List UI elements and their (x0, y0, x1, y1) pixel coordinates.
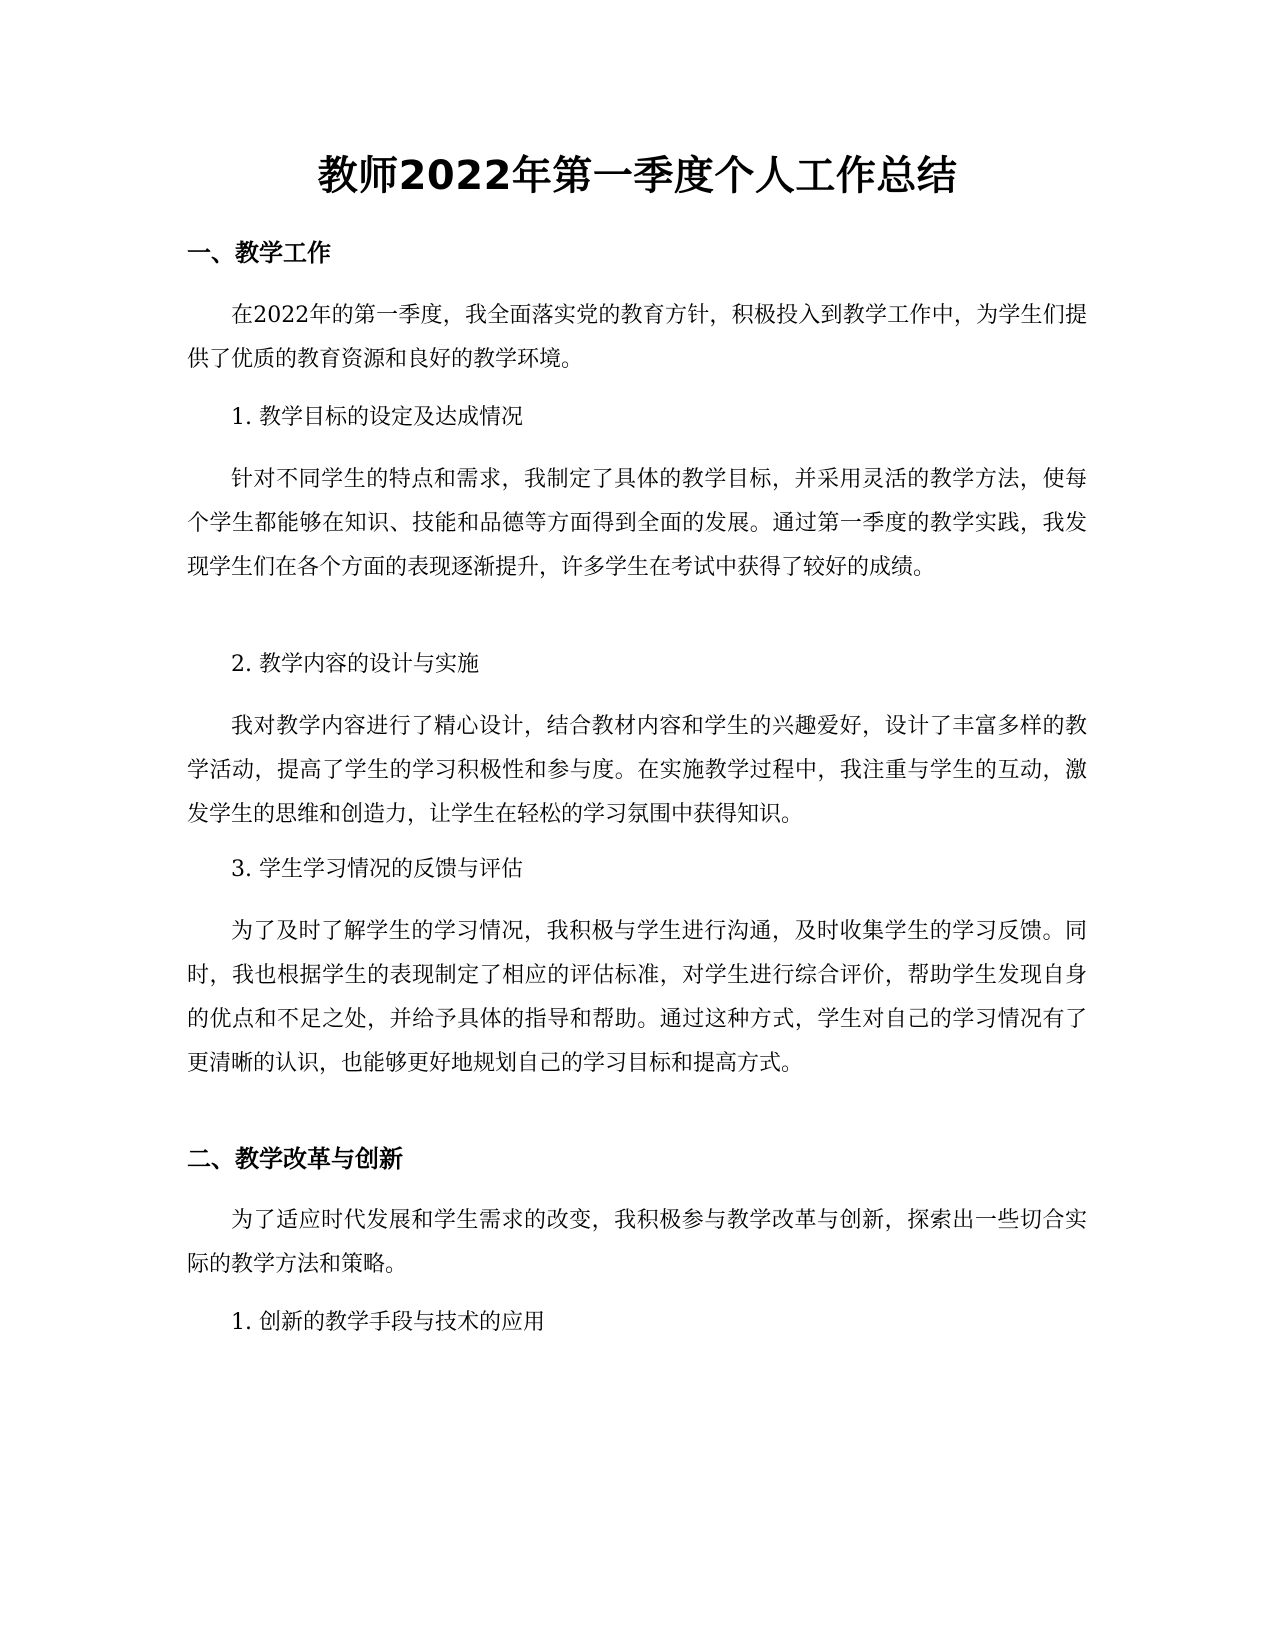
section-heading-teaching-work: 一、教学工作 (187, 239, 331, 267)
subsection-title: 3. 学生学习情况的反馈与评估 (231, 857, 523, 882)
body-paragraph: 我对教学内容进行了精心设计，结合教材内容和学生的兴趣爱好，设计了丰富多样的教学活动，提高了学生的学习积极性和参与度。在实施教学过程中，我注重与学生的互动，激发学生的思维和创造力，让学生在轻松的学习氛围中获得知识。 (187, 714, 1087, 827)
section-intro-paragraph: 在2022年的第一季度，我全面落实党的教育方针，积极投入到教学工作中，为学生们提供了优质的教育资源和良好的教学环境。 (187, 303, 1087, 372)
subsection-title: 2. 教学内容的设计与实施 (231, 652, 479, 677)
document-title: 教师2022年第一季度个人工作总结 (317, 153, 958, 199)
section-intro-paragraph: 为了适应时代发展和学生需求的改变，我积极参与教学改革与创新，探索出一些切合实际的教学方法和策略。 (187, 1208, 1087, 1277)
subsection-title: 1. 教学目标的设定及达成情况 (231, 405, 523, 430)
section-heading-reform-innovation: 二、教学改革与创新 (187, 1145, 403, 1173)
subsection-title: 1. 创新的教学手段与技术的应用 (231, 1310, 545, 1335)
body-paragraph: 针对不同学生的特点和需求，我制定了具体的教学目标，并采用灵活的教学方法，使每个学生都能够在知识、技能和品德等方面得到全面的发展。通过第一季度的教学实践，我发现学生们在各个方面的表现逐渐提升，许多学生在考试中获得了较好的成绩。 (187, 467, 1087, 580)
body-paragraph: 为了及时了解学生的学习情况，我积极与学生进行沟通，及时收集学生的学习反馈。同时，我也根据学生的表现制定了相应的评估标准，对学生进行综合评价，帮助学生发现自身的优点和不足之处，并给予具体的指导和帮助。通过这种方式，学生对自己的学习情况有了更清晰的认识，也能够更好地规划自己的学习目标和提高方式。 (187, 919, 1087, 1076)
